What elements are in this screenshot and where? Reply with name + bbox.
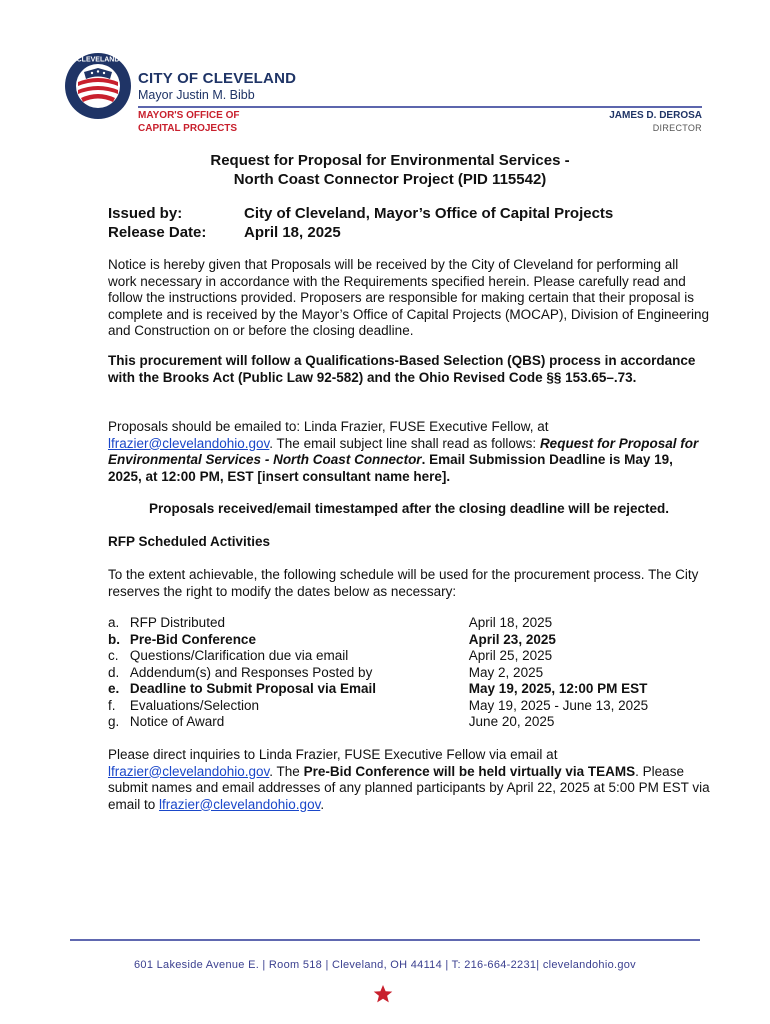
schedule-row (108, 665, 708, 682)
header-divider (138, 106, 702, 108)
release-date-value: April 18, 2025 (244, 224, 341, 241)
schedule-row (108, 615, 708, 632)
schedule-row (108, 648, 708, 665)
schedule-row (108, 681, 708, 698)
office-name-line1: MAYOR'S OFFICE OF (138, 110, 240, 121)
schedule-row (108, 632, 708, 649)
document-title-line2: North Coast Connector Project (PID 115542) (233, 171, 547, 188)
schedule-row (108, 698, 708, 715)
schedule-date: June 20, 2025 (468, 714, 555, 729)
issued-by-label: Issued by: (108, 205, 183, 222)
schedule-activity: RFP Distributed (129, 615, 225, 630)
scheduled-activities-heading: RFP Scheduled Activities (108, 534, 271, 549)
notice-paragraph: Notice is hereby given that Proposals will be received by the City of Cleveland for performing all work necessary in accordance with the Requirements specified herein. Please carefully read and follow the instructions provided. Proposers are responsible for making certain that their proposal is complete and is received by the Mayor’s Office of Capital Projects (MOCAP), Division of Engineering and Construction on or before the closing deadline. (108, 257, 710, 338)
email-link[interactable]: lfrazier@clevelandohio.gov (108, 435, 270, 451)
schedule-intro-paragraph: To the extent achievable, the following schedule will be used for the procurement process. The City reserves the right to modify the dates below as necessary: (108, 567, 699, 599)
schedule-activity: Evaluations/Selection (129, 697, 260, 713)
schedule-letter: b. (108, 631, 120, 647)
inquiries-text-4: . (320, 796, 325, 812)
schedule-row (108, 714, 708, 731)
rejection-notice: Proposals received/email timestamped after the closing deadline will be rejected. (149, 501, 669, 516)
schedule-letter: c. (108, 648, 119, 663)
proposals-intro-text: Proposals should be emailed to: Linda Frazier, FUSE Executive Fellow, at (108, 419, 549, 434)
inquiries-text-3: . Please submit names and email addresses of any planned participants by April 22, 2025 at 5:00 PM EST via email to (108, 763, 710, 812)
city-seal-logo (64, 52, 132, 120)
schedule-list (108, 615, 708, 731)
document-title (80, 151, 700, 189)
email-link[interactable]: lfrazier@clevelandohio.gov (108, 763, 270, 779)
schedule-date: May 2, 2025 (468, 664, 544, 680)
director-title: DIRECTOR (652, 123, 702, 133)
schedule-activity: Addendum(s) and Responses Posted by (129, 664, 373, 680)
inquiries-bold-text: Pre-Bid Conference will be held virtually via TEAMS (303, 763, 636, 779)
proposals-subject-title: Request for Proposal for Environmental Services - North Coast Connector (108, 435, 699, 467)
schedule-activity: Deadline to Submit Proposal via Email (129, 681, 376, 696)
proposals-subject-text: . The email subject line shall read as follows: (269, 435, 540, 451)
mayor-name: Mayor Justin M. Bibb (138, 88, 255, 102)
schedule-letter: d. (108, 664, 120, 680)
email-link[interactable]: lfrazier@clevelandohio.gov (159, 796, 321, 812)
qbs-paragraph: This procurement will follow a Qualifications-Based Selection (QBS) process in accordance with the Brooks Act (Public Law 92-582) and the Ohio Revised Code §§ 153.65–.73. (108, 353, 696, 385)
schedule-date: May 19, 2025, 12:00 PM EST (468, 681, 648, 696)
schedule-activity: Pre-Bid Conference (129, 631, 256, 647)
city-name: CITY OF CLEVELAND (138, 70, 297, 87)
issued-by-value: City of Cleveland, Mayor’s Office of Capital Projects (244, 205, 614, 222)
schedule-date: April 23, 2025 (468, 631, 556, 647)
schedule-activity: Notice of Award (129, 714, 225, 729)
release-date-label: Release Date: (108, 224, 207, 241)
schedule-letter: a. (108, 615, 120, 630)
inquiries-text-2: . The (269, 763, 304, 779)
footer-divider (70, 939, 700, 941)
footer-address: 601 Lakeside Avenue E. | Room 518 | Cleveland, OH 44114 | T: 216-664-2231| clevelandohio.gov (134, 959, 636, 971)
schedule-letter: g. (108, 714, 120, 729)
schedule-date: April 18, 2025 (468, 615, 553, 630)
star-icon (373, 984, 393, 1004)
director-name: JAMES D. DEROSA (609, 110, 702, 121)
schedule-date: May 19, 2025 - June 13, 2025 (468, 697, 649, 713)
inquiries-paragraph (108, 747, 710, 813)
schedule-activity: Questions/Clarification due via email (129, 648, 349, 663)
schedule-letter: f. (108, 697, 116, 713)
inquiries-text-1: Please direct inquiries to Linda Frazier, FUSE Executive Fellow via email at (108, 747, 558, 762)
schedule-date: April 25, 2025 (468, 648, 553, 663)
document-title-line1: Request for Proposal for Environmental Services - (210, 152, 570, 169)
proposals-paragraph (108, 419, 710, 485)
proposals-deadline-text: . Email Submission Deadline is May 19, 2025, at 12:00 PM, EST [insert consultant name here]. (108, 452, 673, 484)
svg-text:CLEVELAND: CLEVELAND (76, 56, 120, 64)
office-name-line2: CAPITAL PROJECTS (138, 123, 238, 134)
schedule-letter: e. (108, 681, 120, 696)
